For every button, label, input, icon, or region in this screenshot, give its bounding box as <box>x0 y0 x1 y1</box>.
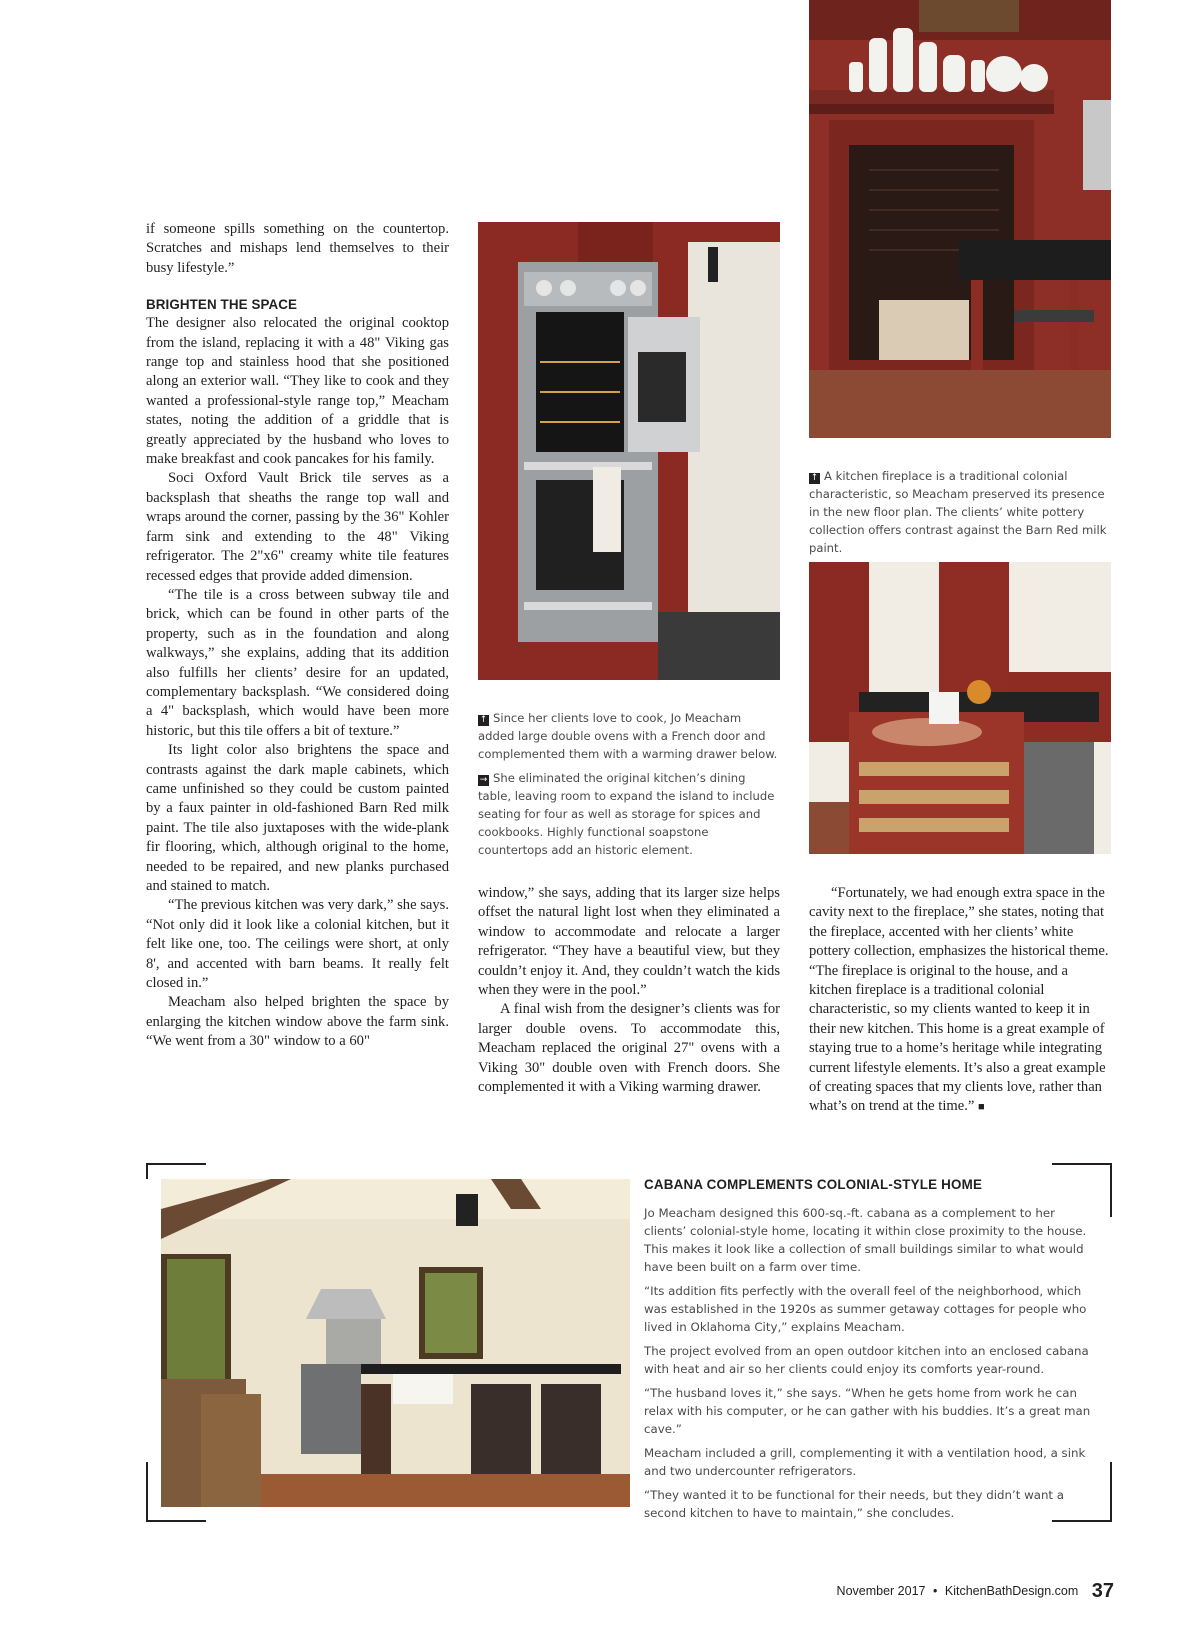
cabana-photo <box>161 1179 630 1507</box>
caption-text: She eliminated the original kitchen’s dining table, leaving room to expand the island to include seating for four as well as storage for spices and cookbooks. Highly functional soapstone countertops add an historic element. <box>478 771 775 857</box>
paragraph: Meacham also helped brighten the space by enlarging the kitchen window above the farm sink. “We went from a 30" window to a 60" <box>146 994 449 1050</box>
paragraph: Its light color also brightens the space and contrasts against the dark maple cabinets, which came unfinished so they could be custom painted by a faux painter in old-fashioned Barn Red milk paint. The tile also juxtaposes with the wide-plank fir flooring, which, although original to the home, needed to be repaired, and new planks purchased and stained to match. <box>146 742 449 894</box>
sidebar-paragraph: Jo Meacham designed this 600-sq.-ft. cabana as a complement to her clients’ colonial-style home, locating it within close proximity to the house. This makes it look like a collection of small buildings similar to what would have been built on a farm over time. <box>644 1206 1087 1274</box>
sidebar-bracket-bottom-left <box>146 1462 206 1522</box>
arrow-right-icon: → <box>479 775 488 785</box>
column-1 <box>146 220 449 1052</box>
sidebar-paragraph: The project evolved from an open outdoor kitchen into an enclosed cabana with heat and air so her clients could enjoy its comforts year-round. <box>644 1344 1089 1376</box>
caption-text: A kitchen fireplace is a traditional colonial characteristic, so Meacham preserved its presence in the new floor plan. The clients’ white pottery collection offers contrast against the Barn Red milk paint. <box>809 469 1107 555</box>
oven-photo <box>478 222 780 680</box>
column-3 <box>809 884 1111 1118</box>
paragraph: window,” she says, adding that its larger size helps offset the natural light lost when they eliminated a window to accommodate and relocate a larger refrigerator. “They have a beautiful view, but they couldn’t enjoy it. And, they couldn’t watch the kids when they were in the pool.” <box>478 885 780 999</box>
paragraph: Soci Oxford Vault Brick tile serves as a backsplash that sheaths the range top wall and wraps around the corner, passing by the 36" Kohler farm sink and extending to the 48" Viking refrigerator. The 2"x6" creamy white tile features recessed edges that provide added dimension. <box>146 470 449 584</box>
paragraph: “The previous kitchen was very dark,” she says. “Not only did it look like a colonial kitchen, but it felt like one, too. The ceilings were short, at only 8', and accented with barn beams. It really felt closed in.” <box>146 897 449 992</box>
page-number: 37 <box>1091 1580 1114 1602</box>
sidebar-paragraph: “They wanted it to be functional for their needs, but they didn’t want a second kitchen to have to maintain,” she concludes. <box>644 1488 1065 1520</box>
arrow-up-icon: ↑ <box>479 715 488 725</box>
sidebar-body <box>644 1204 1096 1528</box>
paragraph: The designer also relocated the original cooktop from the island, replacing it with a 48" Viking gas range top and stainless hood that she positioned along an exterior wall. “They like to cook and they wanted a professional-style range top,” Meacham states, noting the addition of a griddle that is greatly appreciated by the husband who loves to make breakfast and cook pancakes for his family. <box>146 315 449 468</box>
page-footer <box>837 1580 1114 1603</box>
section-heading: BRIGHTEN THE SPACE <box>146 297 298 313</box>
island-photo <box>809 562 1111 854</box>
sidebar-bracket-top-left <box>146 1163 206 1179</box>
fireplace-photo <box>809 0 1111 438</box>
sidebar-paragraph: “The husband loves it,” she says. “When he gets home from work he can relax with his computer, or he can gather with his buddies. It’s a great man cave.” <box>644 1386 1091 1436</box>
arrow-up-icon: ↑ <box>810 473 819 483</box>
sidebar-paragraph: Meacham included a grill, complementing it with a ventilation hood, a sink and two undercounter refrigerators. <box>644 1446 1086 1478</box>
paragraph-text: “Fortunately, we had enough extra space in the cavity next to the fireplace,” she states, noting that the fireplace, accented with her clients’ white pottery collection, emphasizes the historical theme. “The fireplace is original to the house, and a kitchen fireplace is a traditional colonial characteristic, so my clients wanted to keep it in their new kitchen. This home is a great example of staying true to a home’s heritage while integrating current lifestyle elements. It’s also a great example of creating spaces that my clients love, rather than what’s on trend at the time.” <box>809 885 1109 1115</box>
paragraph: “The tile is a cross between subway tile and brick, which can be found in other parts of the property, such as in the foundation and along walkways,” she explains, adding that its addition also fulfills her clients’ desire for an updated, complementary backsplash. “We considered doing a 4" backsplash, which would have been more historic, but this tile offers a bit of texture.” <box>146 586 449 739</box>
oven-caption <box>478 709 780 865</box>
fireplace-caption <box>809 467 1111 563</box>
issue-date: November 2017 <box>836 1584 926 1598</box>
footer-separator: • <box>932 1584 938 1598</box>
website-url[interactable]: KitchenBathDesign.com <box>944 1584 1079 1598</box>
column-2 <box>478 884 780 1097</box>
sidebar-paragraph: “Its addition fits perfectly with the overall feel of the neighborhood, which was established in the 1920s as summer getaway cottages for people who lived in Oklahoma City,” explains Meacham. <box>644 1284 1087 1334</box>
sidebar-heading: CABANA COMPLEMENTS COLONIAL-STYLE HOME <box>644 1177 983 1192</box>
paragraph: if someone spills something on the countertop. Scratches and mishaps lend themselves to their busy lifestyle.” <box>146 221 449 276</box>
paragraph: A final wish from the designer’s clients was for larger double ovens. To accommodate this, Meacham replaced the original 27" ovens with a Viking 30" double oven with French doors. She complemented it with a Viking warming drawer. <box>478 1001 780 1096</box>
paragraph <box>809 884 1111 1118</box>
caption-text: Since her clients love to cook, Jo Meacham added large double ovens with a French door and complemented them with a warming drawer below. <box>478 711 778 761</box>
end-mark: ■ <box>978 1101 985 1114</box>
